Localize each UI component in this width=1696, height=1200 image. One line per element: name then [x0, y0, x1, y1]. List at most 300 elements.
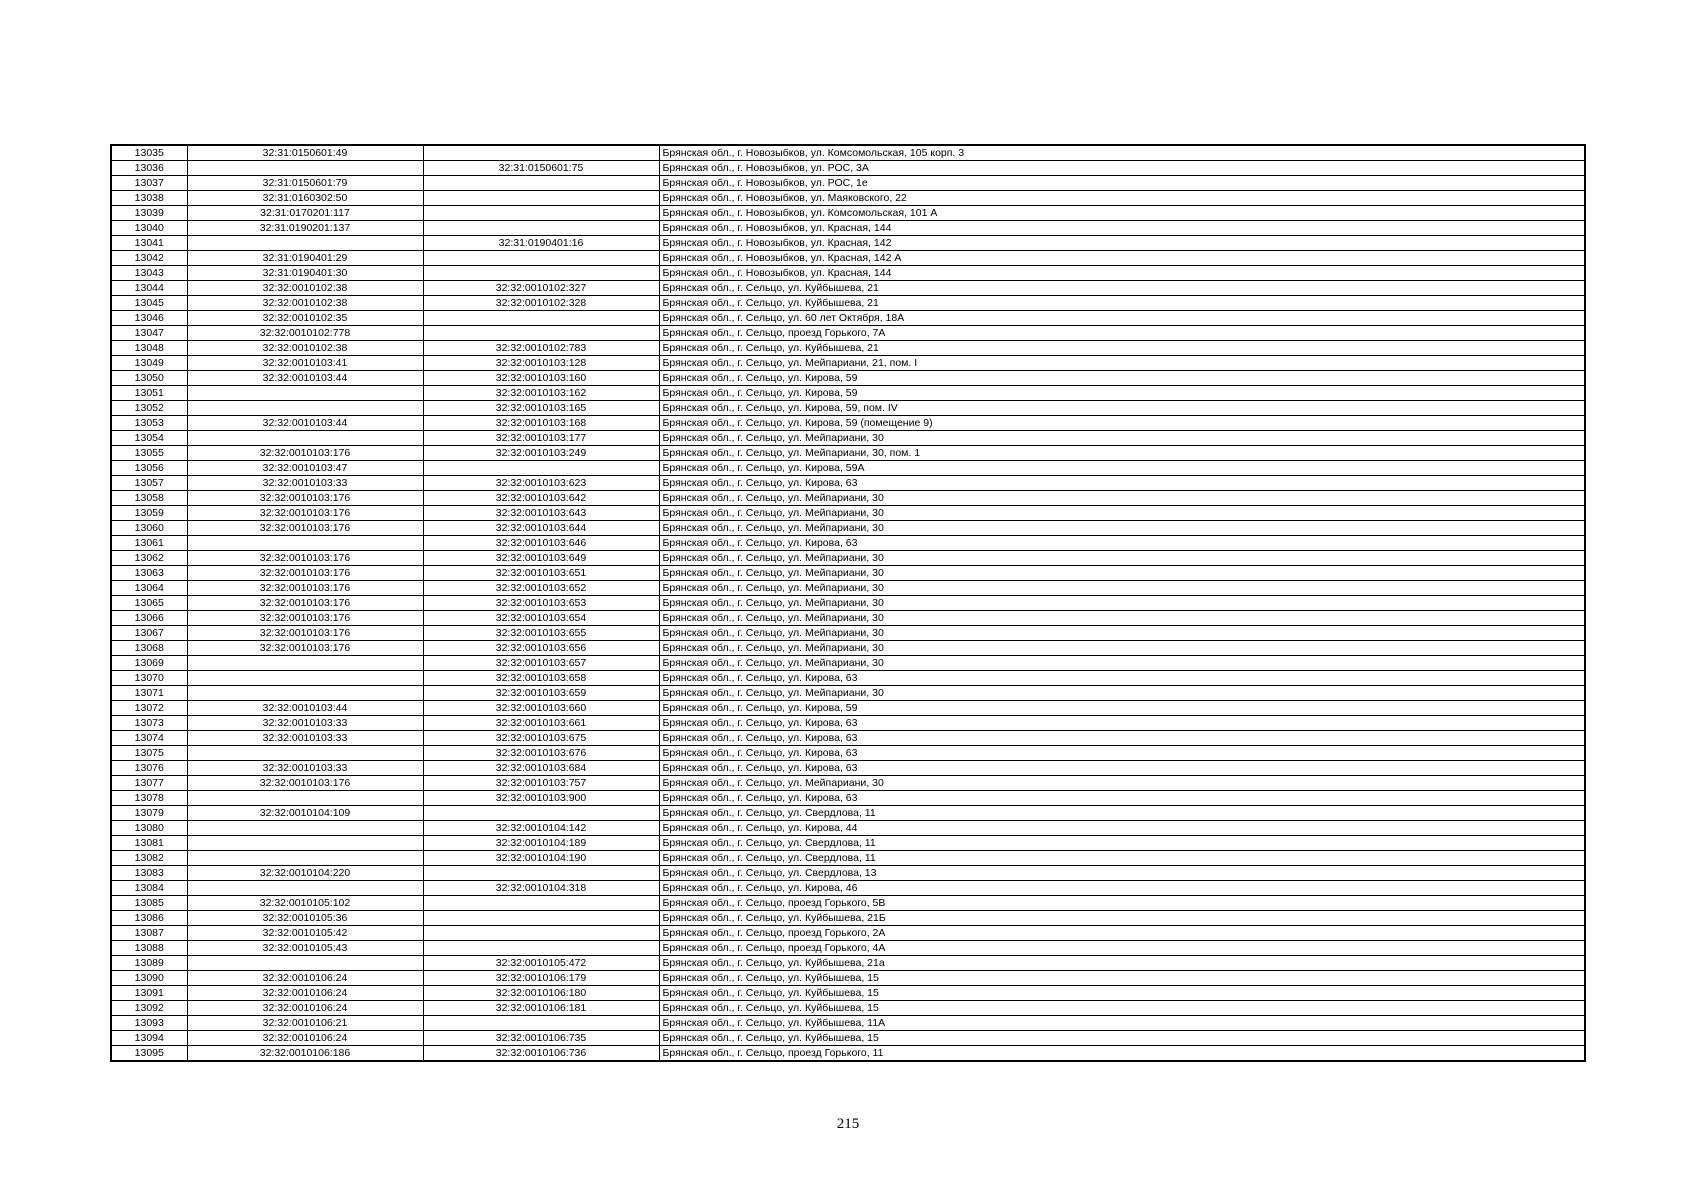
table-row	[111, 776, 1585, 791]
row-number-cell: 13087	[111, 926, 187, 941]
address-cell: Брянская обл., г. Сельцо, ул. Кирова, 59	[659, 371, 1585, 386]
parcel-cadastral-number-cell: 32:32:0010103:33	[187, 761, 423, 776]
object-cadastral-number-cell: 32:32:0010106:181	[423, 1001, 659, 1016]
parcel-cadastral-number-cell: 32:32:0010105:42	[187, 926, 423, 941]
object-cadastral-number-cell	[423, 806, 659, 821]
object-cadastral-number-cell: 32:31:0190401:16	[423, 236, 659, 251]
address-cell: Брянская обл., г. Сельцо, ул. Куйбышева, 15	[659, 986, 1585, 1001]
row-number-cell: 13069	[111, 656, 187, 671]
table-row	[111, 1001, 1585, 1016]
parcel-cadastral-number-cell: 32:32:0010102:38	[187, 341, 423, 356]
table-row	[111, 161, 1585, 176]
row-number-cell: 13084	[111, 881, 187, 896]
parcel-cadastral-number-cell: 32:32:0010106:24	[187, 1031, 423, 1046]
address-cell: Брянская обл., г. Сельцо, ул. Мейпариани, 30	[659, 431, 1585, 446]
parcel-cadastral-number-cell: 32:31:0190401:30	[187, 266, 423, 281]
address-cell: Брянская обл., г. Сельцо, ул. Мейпариани, 30	[659, 491, 1585, 506]
object-cadastral-number-cell: 32:32:0010103:165	[423, 401, 659, 416]
object-cadastral-number-cell: 32:32:0010103:177	[423, 431, 659, 446]
table-row	[111, 236, 1585, 251]
table-row	[111, 416, 1585, 431]
address-cell: Брянская обл., г. Сельцо, ул. Мейпариани, 30	[659, 506, 1585, 521]
parcel-cadastral-number-cell: 32:31:0190201:137	[187, 221, 423, 236]
address-cell: Брянская обл., г. Сельцо, ул. Мейпариани, 30, пом. 1	[659, 446, 1585, 461]
row-number-cell: 13055	[111, 446, 187, 461]
object-cadastral-number-cell: 32:32:0010103:657	[423, 656, 659, 671]
address-cell: Брянская обл., г. Сельцо, ул. Мейпариани, 30	[659, 686, 1585, 701]
parcel-cadastral-number-cell	[187, 821, 423, 836]
object-cadastral-number-cell: 32:32:0010103:652	[423, 581, 659, 596]
parcel-cadastral-number-cell	[187, 956, 423, 971]
row-number-cell: 13068	[111, 641, 187, 656]
parcel-cadastral-number-cell: 32:32:0010102:35	[187, 311, 423, 326]
object-cadastral-number-cell	[423, 206, 659, 221]
table-row	[111, 176, 1585, 191]
address-cell: Брянская обл., г. Сельцо, ул. Кирова, 63	[659, 731, 1585, 746]
table-row	[111, 881, 1585, 896]
parcel-cadastral-number-cell: 32:32:0010103:33	[187, 731, 423, 746]
address-cell: Брянская обл., г. Сельцо, ул. Кирова, 63	[659, 746, 1585, 761]
table-row	[111, 806, 1585, 821]
object-cadastral-number-cell	[423, 926, 659, 941]
parcel-cadastral-number-cell: 32:31:0150601:79	[187, 176, 423, 191]
parcel-cadastral-number-cell: 32:32:0010103:44	[187, 701, 423, 716]
table-row	[111, 626, 1585, 641]
row-number-cell: 13061	[111, 536, 187, 551]
row-number-cell: 13078	[111, 791, 187, 806]
object-cadastral-number-cell: 32:32:0010103:658	[423, 671, 659, 686]
table-row	[111, 611, 1585, 626]
parcel-cadastral-number-cell: 32:32:0010103:176	[187, 596, 423, 611]
object-cadastral-number-cell: 32:32:0010103:675	[423, 731, 659, 746]
table-row	[111, 311, 1585, 326]
table-row	[111, 836, 1585, 851]
cadastral-register-table	[110, 144, 1586, 1062]
address-cell: Брянская обл., г. Сельцо, ул. Кирова, 59А	[659, 461, 1585, 476]
address-cell: Брянская обл., г. Сельцо, ул. Кирова, 63	[659, 761, 1585, 776]
row-number-cell: 13063	[111, 566, 187, 581]
row-number-cell: 13094	[111, 1031, 187, 1046]
address-cell: Брянская обл., г. Сельцо, ул. Куйбышева, 15	[659, 1001, 1585, 1016]
parcel-cadastral-number-cell: 32:32:0010103:44	[187, 371, 423, 386]
object-cadastral-number-cell	[423, 251, 659, 266]
address-cell: Брянская обл., г. Сельцо, ул. Кирова, 63	[659, 536, 1585, 551]
object-cadastral-number-cell: 32:31:0150601:75	[423, 161, 659, 176]
row-number-cell: 13091	[111, 986, 187, 1001]
row-number-cell: 13073	[111, 716, 187, 731]
object-cadastral-number-cell: 32:32:0010105:472	[423, 956, 659, 971]
address-cell: Брянская обл., г. Новозыбков, ул. Красная, 144	[659, 266, 1585, 281]
parcel-cadastral-number-cell: 32:32:0010103:41	[187, 356, 423, 371]
address-cell: Брянская обл., г. Сельцо, ул. Свердлова, 11	[659, 836, 1585, 851]
address-cell: Брянская обл., г. Сельцо, ул. Кирова, 59	[659, 701, 1585, 716]
object-cadastral-number-cell: 32:32:0010103:757	[423, 776, 659, 791]
object-cadastral-number-cell	[423, 1016, 659, 1031]
object-cadastral-number-cell	[423, 176, 659, 191]
parcel-cadastral-number-cell	[187, 791, 423, 806]
address-cell: Брянская обл., г. Новозыбков, ул. Комсомольская, 101 А	[659, 206, 1585, 221]
object-cadastral-number-cell: 32:32:0010103:646	[423, 536, 659, 551]
parcel-cadastral-number-cell: 32:32:0010103:176	[187, 641, 423, 656]
object-cadastral-number-cell: 32:32:0010103:168	[423, 416, 659, 431]
address-cell: Брянская обл., г. Сельцо, ул. Куйбышева, 21	[659, 281, 1585, 296]
parcel-cadastral-number-cell: 32:32:0010106:24	[187, 986, 423, 1001]
table-row	[111, 521, 1585, 536]
row-number-cell: 13064	[111, 581, 187, 596]
row-number-cell: 13066	[111, 611, 187, 626]
table-row	[111, 566, 1585, 581]
row-number-cell: 13036	[111, 161, 187, 176]
parcel-cadastral-number-cell: 32:32:0010103:47	[187, 461, 423, 476]
row-number-cell: 13038	[111, 191, 187, 206]
row-number-cell: 13074	[111, 731, 187, 746]
object-cadastral-number-cell: 32:32:0010104:142	[423, 821, 659, 836]
row-number-cell: 13041	[111, 236, 187, 251]
table-row	[111, 851, 1585, 866]
row-number-cell: 13093	[111, 1016, 187, 1031]
table-row	[111, 431, 1585, 446]
parcel-cadastral-number-cell	[187, 656, 423, 671]
row-number-cell: 13076	[111, 761, 187, 776]
table-row	[111, 446, 1585, 461]
address-cell: Брянская обл., г. Сельцо, ул. Куйбышева, 21Б	[659, 911, 1585, 926]
row-number-cell: 13039	[111, 206, 187, 221]
table-row	[111, 491, 1585, 506]
object-cadastral-number-cell: 32:32:0010106:736	[423, 1046, 659, 1062]
table-row	[111, 251, 1585, 266]
table-row	[111, 656, 1585, 671]
address-cell: Брянская обл., г. Новозыбков, ул. Комсомольская, 105 корп. 3	[659, 145, 1585, 161]
object-cadastral-number-cell: 32:32:0010103:660	[423, 701, 659, 716]
row-number-cell: 13042	[111, 251, 187, 266]
table-row	[111, 731, 1585, 746]
address-cell: Брянская обл., г. Новозыбков, ул. РОС, 3А	[659, 161, 1585, 176]
row-number-cell: 13075	[111, 746, 187, 761]
parcel-cadastral-number-cell: 32:32:0010102:38	[187, 281, 423, 296]
address-cell: Брянская обл., г. Сельцо, ул. Свердлова, 13	[659, 866, 1585, 881]
row-number-cell: 13035	[111, 145, 187, 161]
parcel-cadastral-number-cell: 32:32:0010106:186	[187, 1046, 423, 1062]
register-body	[111, 145, 1585, 1061]
row-number-cell: 13037	[111, 176, 187, 191]
object-cadastral-number-cell: 32:32:0010103:654	[423, 611, 659, 626]
table-row	[111, 671, 1585, 686]
table-row	[111, 206, 1585, 221]
parcel-cadastral-number-cell: 32:31:0160302:50	[187, 191, 423, 206]
parcel-cadastral-number-cell: 32:32:0010103:44	[187, 416, 423, 431]
row-number-cell: 13089	[111, 956, 187, 971]
row-number-cell: 13045	[111, 296, 187, 311]
object-cadastral-number-cell	[423, 896, 659, 911]
object-cadastral-number-cell: 32:32:0010102:327	[423, 281, 659, 296]
table-row	[111, 896, 1585, 911]
row-number-cell: 13081	[111, 836, 187, 851]
object-cadastral-number-cell: 32:32:0010103:162	[423, 386, 659, 401]
row-number-cell: 13067	[111, 626, 187, 641]
table-row	[111, 536, 1585, 551]
table-row	[111, 686, 1585, 701]
parcel-cadastral-number-cell: 32:32:0010102:38	[187, 296, 423, 311]
row-number-cell: 13051	[111, 386, 187, 401]
address-cell: Брянская обл., г. Сельцо, ул. 60 лет Октября, 18А	[659, 311, 1585, 326]
row-number-cell: 13065	[111, 596, 187, 611]
object-cadastral-number-cell: 32:32:0010104:189	[423, 836, 659, 851]
address-cell: Брянская обл., г. Новозыбков, ул. Красная, 144	[659, 221, 1585, 236]
parcel-cadastral-number-cell: 32:32:0010103:176	[187, 611, 423, 626]
object-cadastral-number-cell	[423, 941, 659, 956]
table-row	[111, 821, 1585, 836]
object-cadastral-number-cell	[423, 326, 659, 341]
object-cadastral-number-cell	[423, 866, 659, 881]
address-cell: Брянская обл., г. Новозыбков, ул. РОС, 1е	[659, 176, 1585, 191]
row-number-cell: 13059	[111, 506, 187, 521]
table-row	[111, 956, 1585, 971]
table-row	[111, 1031, 1585, 1046]
row-number-cell: 13056	[111, 461, 187, 476]
row-number-cell: 13086	[111, 911, 187, 926]
table-row	[111, 1016, 1585, 1031]
table-row	[111, 191, 1585, 206]
row-number-cell: 13057	[111, 476, 187, 491]
address-cell: Брянская обл., г. Сельцо, ул. Мейпариани, 30	[659, 776, 1585, 791]
parcel-cadastral-number-cell: 32:32:0010105:102	[187, 896, 423, 911]
row-number-cell: 13092	[111, 1001, 187, 1016]
row-number-cell: 13070	[111, 671, 187, 686]
address-cell: Брянская обл., г. Сельцо, ул. Кирова, 59 (помещение 9)	[659, 416, 1585, 431]
table-row	[111, 506, 1585, 521]
parcel-cadastral-number-cell: 32:32:0010106:21	[187, 1016, 423, 1031]
parcel-cadastral-number-cell: 32:32:0010103:176	[187, 626, 423, 641]
parcel-cadastral-number-cell: 32:32:0010103:176	[187, 581, 423, 596]
object-cadastral-number-cell	[423, 145, 659, 161]
parcel-cadastral-number-cell	[187, 686, 423, 701]
object-cadastral-number-cell: 32:32:0010103:128	[423, 356, 659, 371]
parcel-cadastral-number-cell: 32:32:0010104:109	[187, 806, 423, 821]
row-number-cell: 13077	[111, 776, 187, 791]
table-row	[111, 641, 1585, 656]
object-cadastral-number-cell: 32:32:0010103:900	[423, 791, 659, 806]
row-number-cell: 13082	[111, 851, 187, 866]
parcel-cadastral-number-cell: 32:32:0010102:778	[187, 326, 423, 341]
table-row	[111, 716, 1585, 731]
parcel-cadastral-number-cell	[187, 401, 423, 416]
table-row	[111, 371, 1585, 386]
parcel-cadastral-number-cell	[187, 536, 423, 551]
object-cadastral-number-cell	[423, 266, 659, 281]
object-cadastral-number-cell: 32:32:0010103:661	[423, 716, 659, 731]
object-cadastral-number-cell: 32:32:0010106:735	[423, 1031, 659, 1046]
row-number-cell: 13047	[111, 326, 187, 341]
object-cadastral-number-cell	[423, 191, 659, 206]
object-cadastral-number-cell	[423, 221, 659, 236]
table-row	[111, 986, 1585, 1001]
parcel-cadastral-number-cell	[187, 746, 423, 761]
address-cell: Брянская обл., г. Сельцо, проезд Горького, 5В	[659, 896, 1585, 911]
address-cell: Брянская обл., г. Сельцо, ул. Мейпариани, 30	[659, 641, 1585, 656]
row-number-cell: 13072	[111, 701, 187, 716]
address-cell: Брянская обл., г. Сельцо, ул. Мейпариани, 30	[659, 521, 1585, 536]
address-cell: Брянская обл., г. Сельцо, ул. Свердлова, 11	[659, 851, 1585, 866]
row-number-cell: 13088	[111, 941, 187, 956]
row-number-cell: 13083	[111, 866, 187, 881]
object-cadastral-number-cell: 32:32:0010103:160	[423, 371, 659, 386]
object-cadastral-number-cell: 32:32:0010103:623	[423, 476, 659, 491]
table-row	[111, 326, 1585, 341]
parcel-cadastral-number-cell	[187, 671, 423, 686]
row-number-cell: 13090	[111, 971, 187, 986]
table-row	[111, 386, 1585, 401]
table-row	[111, 476, 1585, 491]
address-cell: Брянская обл., г. Сельцо, ул. Мейпариани, 21, пом. I	[659, 356, 1585, 371]
table-row	[111, 401, 1585, 416]
row-number-cell: 13049	[111, 356, 187, 371]
row-number-cell: 13080	[111, 821, 187, 836]
address-cell: Брянская обл., г. Сельцо, ул. Мейпариани, 30	[659, 566, 1585, 581]
table-row	[111, 145, 1585, 161]
table-row	[111, 701, 1585, 716]
parcel-cadastral-number-cell: 32:32:0010106:24	[187, 971, 423, 986]
table-row	[111, 281, 1585, 296]
parcel-cadastral-number-cell: 32:32:0010103:176	[187, 491, 423, 506]
parcel-cadastral-number-cell	[187, 161, 423, 176]
parcel-cadastral-number-cell	[187, 236, 423, 251]
address-cell: Брянская обл., г. Сельцо, ул. Куйбышева, 15	[659, 1031, 1585, 1046]
parcel-cadastral-number-cell: 32:32:0010105:36	[187, 911, 423, 926]
parcel-cadastral-number-cell: 32:31:0150601:49	[187, 145, 423, 161]
object-cadastral-number-cell: 32:32:0010103:656	[423, 641, 659, 656]
row-number-cell: 13085	[111, 896, 187, 911]
parcel-cadastral-number-cell: 32:32:0010105:43	[187, 941, 423, 956]
address-cell: Брянская обл., г. Сельцо, ул. Мейпариани, 30	[659, 611, 1585, 626]
object-cadastral-number-cell: 32:32:0010103:249	[423, 446, 659, 461]
address-cell: Брянская обл., г. Сельцо, ул. Мейпариани, 30	[659, 581, 1585, 596]
object-cadastral-number-cell: 32:32:0010104:190	[423, 851, 659, 866]
table-row	[111, 971, 1585, 986]
object-cadastral-number-cell: 32:32:0010103:653	[423, 596, 659, 611]
row-number-cell: 13079	[111, 806, 187, 821]
parcel-cadastral-number-cell	[187, 836, 423, 851]
row-number-cell: 13053	[111, 416, 187, 431]
object-cadastral-number-cell: 32:32:0010106:179	[423, 971, 659, 986]
object-cadastral-number-cell: 32:32:0010103:655	[423, 626, 659, 641]
row-number-cell: 13046	[111, 311, 187, 326]
page-number: 215	[836, 1116, 860, 1132]
address-cell: Брянская обл., г. Сельцо, ул. Куйбышева, 15	[659, 971, 1585, 986]
address-cell: Брянская обл., г. Сельцо, ул. Кирова, 63	[659, 476, 1585, 491]
table-row	[111, 551, 1585, 566]
object-cadastral-number-cell: 32:32:0010103:644	[423, 521, 659, 536]
address-cell: Брянская обл., г. Сельцо, ул. Мейпариани, 30	[659, 596, 1585, 611]
row-number-cell: 13044	[111, 281, 187, 296]
parcel-cadastral-number-cell: 32:32:0010103:33	[187, 716, 423, 731]
table-row	[111, 461, 1585, 476]
table-row	[111, 341, 1585, 356]
address-cell: Брянская обл., г. Сельцо, ул. Кирова, 63	[659, 671, 1585, 686]
address-cell: Брянская обл., г. Сельцо, ул. Куйбышева, 11А	[659, 1016, 1585, 1031]
parcel-cadastral-number-cell: 32:32:0010103:176	[187, 551, 423, 566]
parcel-cadastral-number-cell: 32:32:0010103:176	[187, 446, 423, 461]
object-cadastral-number-cell	[423, 311, 659, 326]
parcel-cadastral-number-cell: 32:32:0010103:176	[187, 776, 423, 791]
row-number-cell: 13054	[111, 431, 187, 446]
address-cell: Брянская обл., г. Сельцо, ул. Куйбышева, 21	[659, 341, 1585, 356]
object-cadastral-number-cell: 32:32:0010103:651	[423, 566, 659, 581]
table-row	[111, 866, 1585, 881]
address-cell: Брянская обл., г. Сельцо, ул. Мейпариани, 30	[659, 656, 1585, 671]
address-cell: Брянская обл., г. Сельцо, проезд Горького, 11	[659, 1046, 1585, 1062]
parcel-cadastral-number-cell: 32:32:0010103:176	[187, 506, 423, 521]
table-row	[111, 926, 1585, 941]
table-row	[111, 761, 1585, 776]
address-cell: Брянская обл., г. Сельцо, ул. Куйбышева, 21	[659, 296, 1585, 311]
object-cadastral-number-cell: 32:32:0010102:783	[423, 341, 659, 356]
table-row	[111, 581, 1585, 596]
address-cell: Брянская обл., г. Сельцо, проезд Горького, 2А	[659, 926, 1585, 941]
parcel-cadastral-number-cell: 32:32:0010103:176	[187, 566, 423, 581]
table-row	[111, 1046, 1585, 1062]
object-cadastral-number-cell: 32:32:0010103:659	[423, 686, 659, 701]
parcel-cadastral-number-cell	[187, 881, 423, 896]
address-cell: Брянская обл., г. Сельцо, проезд Горького, 7А	[659, 326, 1585, 341]
table-row	[111, 221, 1585, 236]
object-cadastral-number-cell: 32:32:0010103:642	[423, 491, 659, 506]
object-cadastral-number-cell: 32:32:0010103:676	[423, 746, 659, 761]
table-row	[111, 746, 1585, 761]
row-number-cell: 13043	[111, 266, 187, 281]
address-cell: Брянская обл., г. Сельцо, ул. Кирова, 46	[659, 881, 1585, 896]
object-cadastral-number-cell	[423, 911, 659, 926]
parcel-cadastral-number-cell: 32:32:0010104:220	[187, 866, 423, 881]
address-cell: Брянская обл., г. Сельцо, ул. Кирова, 63	[659, 791, 1585, 806]
address-cell: Брянская обл., г. Новозыбков, ул. Красная, 142 А	[659, 251, 1585, 266]
table-row	[111, 911, 1585, 926]
address-cell: Брянская обл., г. Сельцо, ул. Кирова, 59, пом. IV	[659, 401, 1585, 416]
table-row	[111, 596, 1585, 611]
parcel-cadastral-number-cell	[187, 431, 423, 446]
row-number-cell: 13048	[111, 341, 187, 356]
address-cell: Брянская обл., г. Сельцо, проезд Горького, 4А	[659, 941, 1585, 956]
object-cadastral-number-cell: 32:32:0010103:684	[423, 761, 659, 776]
object-cadastral-number-cell: 32:32:0010104:318	[423, 881, 659, 896]
address-cell: Брянская обл., г. Новозыбков, ул. Красная, 142	[659, 236, 1585, 251]
parcel-cadastral-number-cell: 32:32:0010103:176	[187, 521, 423, 536]
parcel-cadastral-number-cell	[187, 851, 423, 866]
table-row	[111, 941, 1585, 956]
object-cadastral-number-cell: 32:32:0010102:328	[423, 296, 659, 311]
row-number-cell: 13095	[111, 1046, 187, 1062]
table-row	[111, 296, 1585, 311]
table-row	[111, 356, 1585, 371]
address-cell: Брянская обл., г. Сельцо, ул. Кирова, 44	[659, 821, 1585, 836]
table-row	[111, 791, 1585, 806]
address-cell: Брянская обл., г. Сельцо, ул. Мейпариани, 30	[659, 626, 1585, 641]
address-cell: Брянская обл., г. Новозыбков, ул. Маяковского, 22	[659, 191, 1585, 206]
row-number-cell: 13058	[111, 491, 187, 506]
parcel-cadastral-number-cell: 32:31:0190401:29	[187, 251, 423, 266]
object-cadastral-number-cell	[423, 461, 659, 476]
row-number-cell: 13050	[111, 371, 187, 386]
address-cell: Брянская обл., г. Сельцо, ул. Мейпариани, 30	[659, 551, 1585, 566]
parcel-cadastral-number-cell	[187, 386, 423, 401]
object-cadastral-number-cell: 32:32:0010103:649	[423, 551, 659, 566]
row-number-cell: 13060	[111, 521, 187, 536]
row-number-cell: 13052	[111, 401, 187, 416]
table-row	[111, 266, 1585, 281]
parcel-cadastral-number-cell: 32:32:0010103:33	[187, 476, 423, 491]
row-number-cell: 13040	[111, 221, 187, 236]
address-cell: Брянская обл., г. Сельцо, ул. Кирова, 63	[659, 716, 1585, 731]
address-cell: Брянская обл., г. Сельцо, ул. Свердлова, 11	[659, 806, 1585, 821]
